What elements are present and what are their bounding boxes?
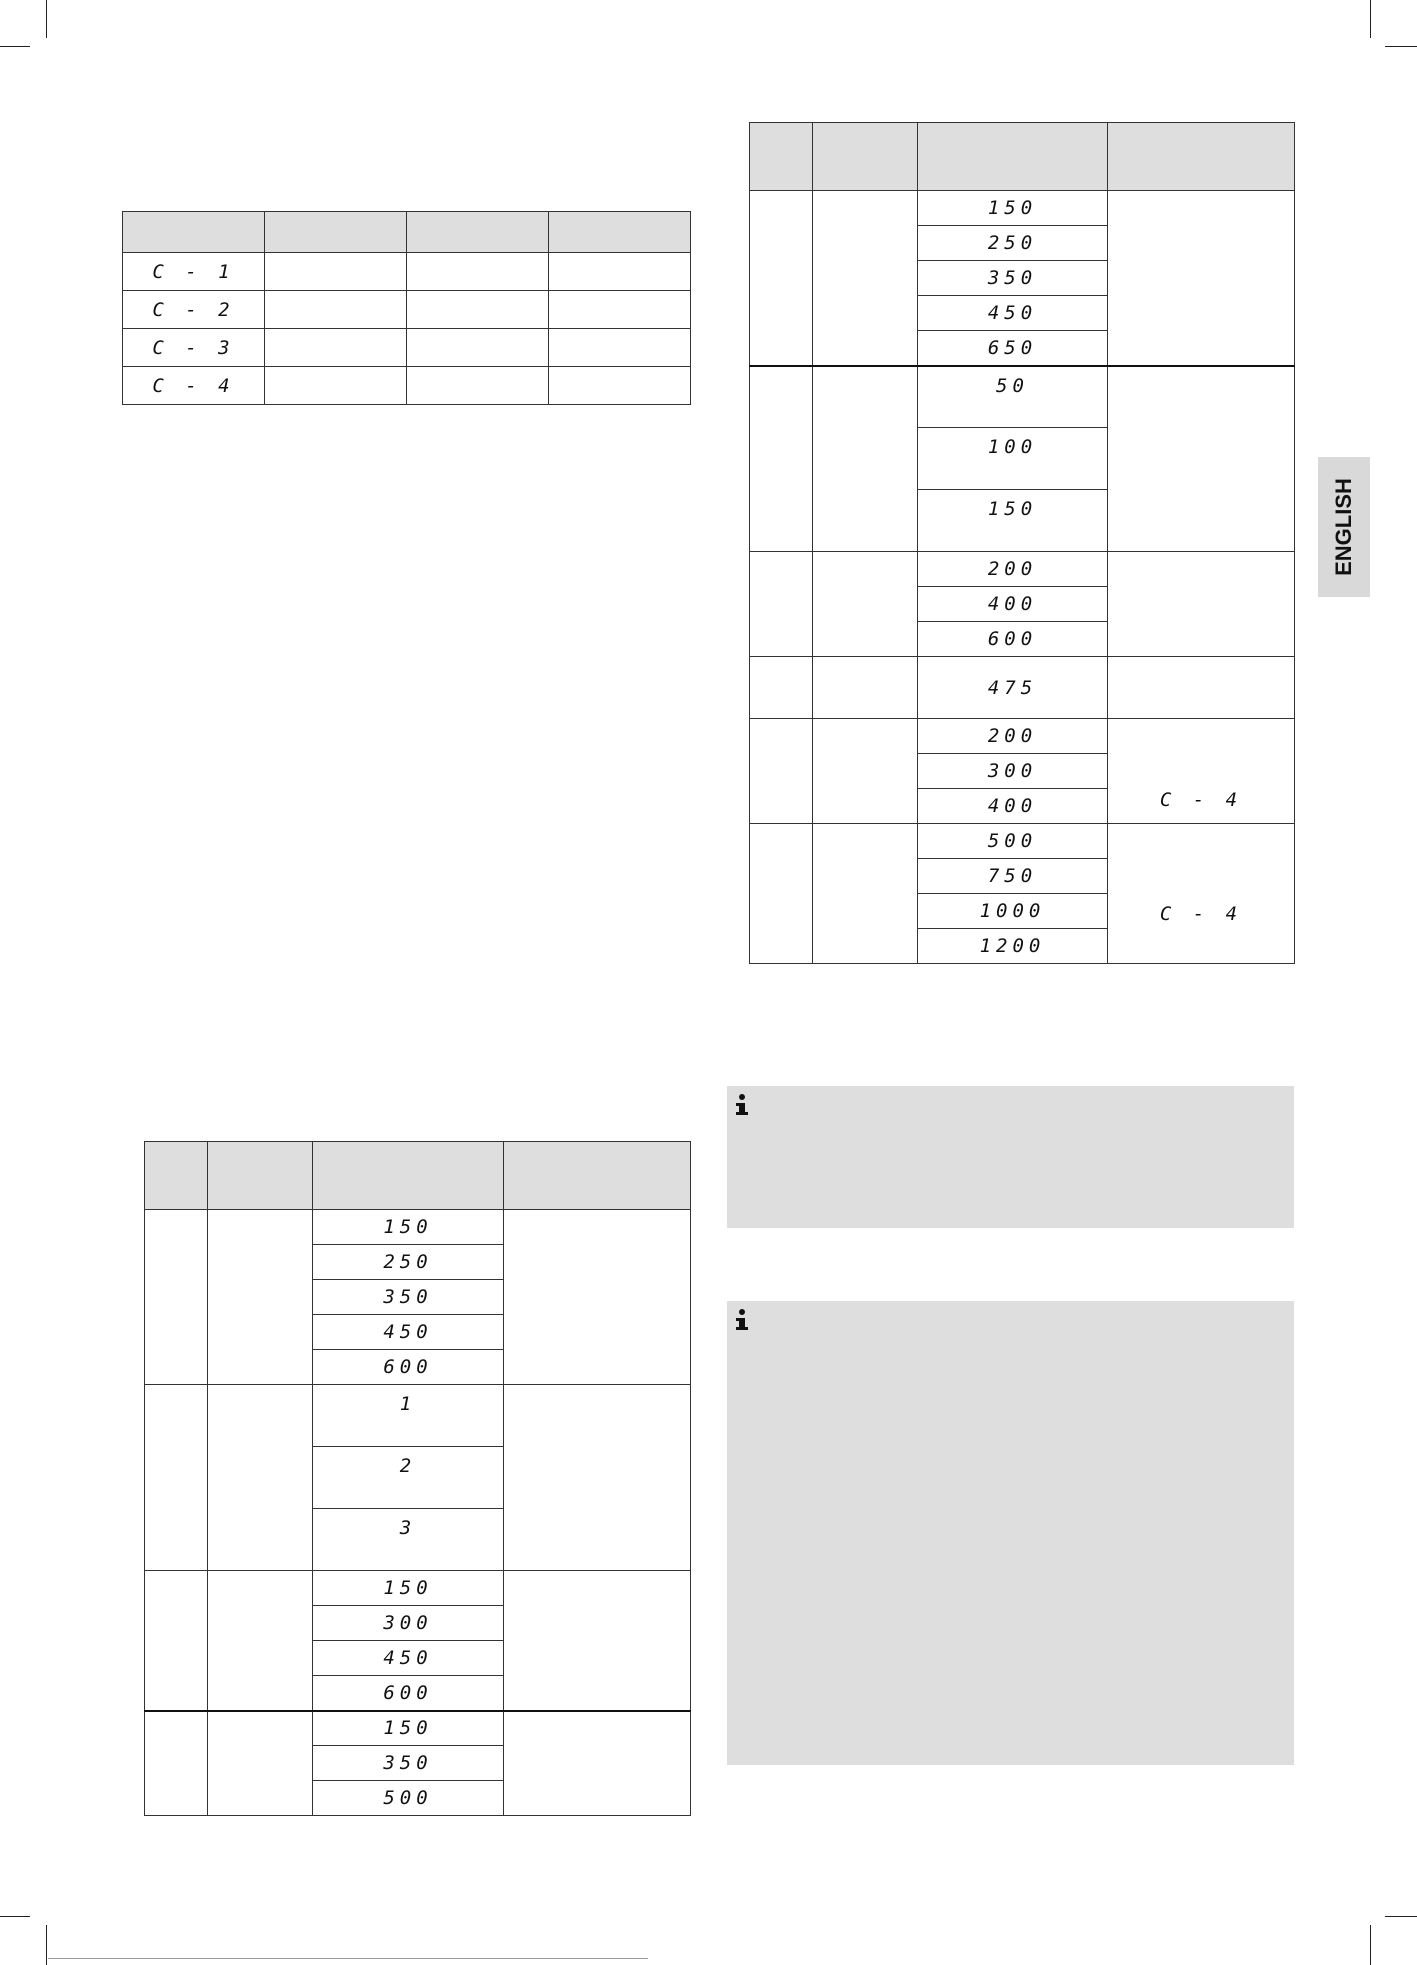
weight-value: 400	[918, 587, 1108, 622]
program-note	[1108, 366, 1295, 552]
weight-value: 500	[918, 824, 1108, 859]
weight-value: 750	[918, 859, 1108, 894]
weight-value: 300	[918, 754, 1108, 789]
table-row	[750, 719, 1295, 754]
program-note: C - 4	[1108, 824, 1295, 964]
weight-value: 200	[918, 719, 1108, 754]
program-note	[1108, 552, 1295, 657]
program-code: C - 2	[123, 291, 265, 329]
weight-value: 200	[918, 552, 1108, 587]
program-note	[1108, 657, 1295, 719]
program-code: C - 4	[123, 367, 265, 405]
table-row	[750, 191, 1295, 226]
weight-value: 450	[313, 1315, 504, 1350]
info-icon	[735, 1309, 749, 1331]
weight-value: 3	[313, 1509, 504, 1571]
weight-value: 500	[313, 1781, 504, 1816]
table-row	[750, 824, 1295, 859]
weight-value: 2	[313, 1447, 504, 1509]
table-row	[145, 1210, 691, 1245]
weight-value: 1	[313, 1385, 504, 1447]
crop-mark	[46, 1925, 47, 1965]
weight-value: 475	[918, 657, 1108, 719]
table-row	[123, 329, 691, 367]
language-tab-label: ENGLISH	[1331, 478, 1356, 576]
crop-mark	[1370, 1925, 1371, 1965]
auto-program-table-left	[144, 1141, 691, 1816]
weight-value: 600	[918, 622, 1108, 657]
crop-mark	[1370, 0, 1371, 38]
crop-mark	[1385, 1916, 1417, 1917]
weight-value: 350	[313, 1280, 504, 1315]
program-note: C - 4	[1108, 719, 1295, 824]
table-row	[750, 552, 1295, 587]
weight-value: 250	[918, 226, 1108, 261]
table-header-row	[123, 212, 691, 253]
table-row	[123, 291, 691, 329]
crop-mark	[0, 1916, 30, 1917]
crop-mark	[46, 0, 47, 38]
weight-value: 350	[313, 1746, 504, 1781]
weight-value: 450	[313, 1641, 504, 1676]
program-code: C - 1	[123, 253, 265, 291]
weight-value: 1000	[918, 894, 1108, 929]
weight-value: 250	[313, 1245, 504, 1280]
weight-value: 350	[918, 261, 1108, 296]
weight-value: 50	[918, 366, 1108, 428]
table-header-row	[145, 1142, 691, 1210]
weight-value: 650	[918, 331, 1108, 366]
footer-line	[48, 1958, 648, 1959]
weight-value: 600	[313, 1676, 504, 1711]
program-code: C - 3	[123, 329, 265, 367]
weight-value: 150	[313, 1210, 504, 1245]
weight-value: 300	[313, 1606, 504, 1641]
crop-mark	[1385, 46, 1417, 47]
info-box	[727, 1086, 1294, 1228]
info-box	[727, 1301, 1294, 1765]
crop-mark	[0, 46, 30, 47]
weight-value: 150	[313, 1711, 504, 1746]
table-row	[145, 1571, 691, 1606]
weight-value: 100	[918, 428, 1108, 490]
weight-value: 150	[918, 191, 1108, 226]
weight-value: 600	[313, 1350, 504, 1385]
weight-value: 1200	[918, 929, 1108, 964]
program-code-table	[122, 211, 691, 405]
info-icon	[735, 1094, 749, 1116]
weight-value: 400	[918, 789, 1108, 824]
table-header-row	[750, 123, 1295, 191]
auto-program-table-right	[749, 122, 1295, 964]
weight-value: 150	[918, 490, 1108, 552]
weight-value: 150	[313, 1571, 504, 1606]
table-row	[750, 657, 1295, 719]
table-row	[750, 366, 1295, 428]
table-row	[145, 1385, 691, 1447]
language-tab	[1318, 457, 1370, 597]
program-note	[1108, 191, 1295, 366]
table-row	[123, 253, 691, 291]
table-row	[123, 367, 691, 405]
table-row	[145, 1711, 691, 1746]
weight-value: 450	[918, 296, 1108, 331]
